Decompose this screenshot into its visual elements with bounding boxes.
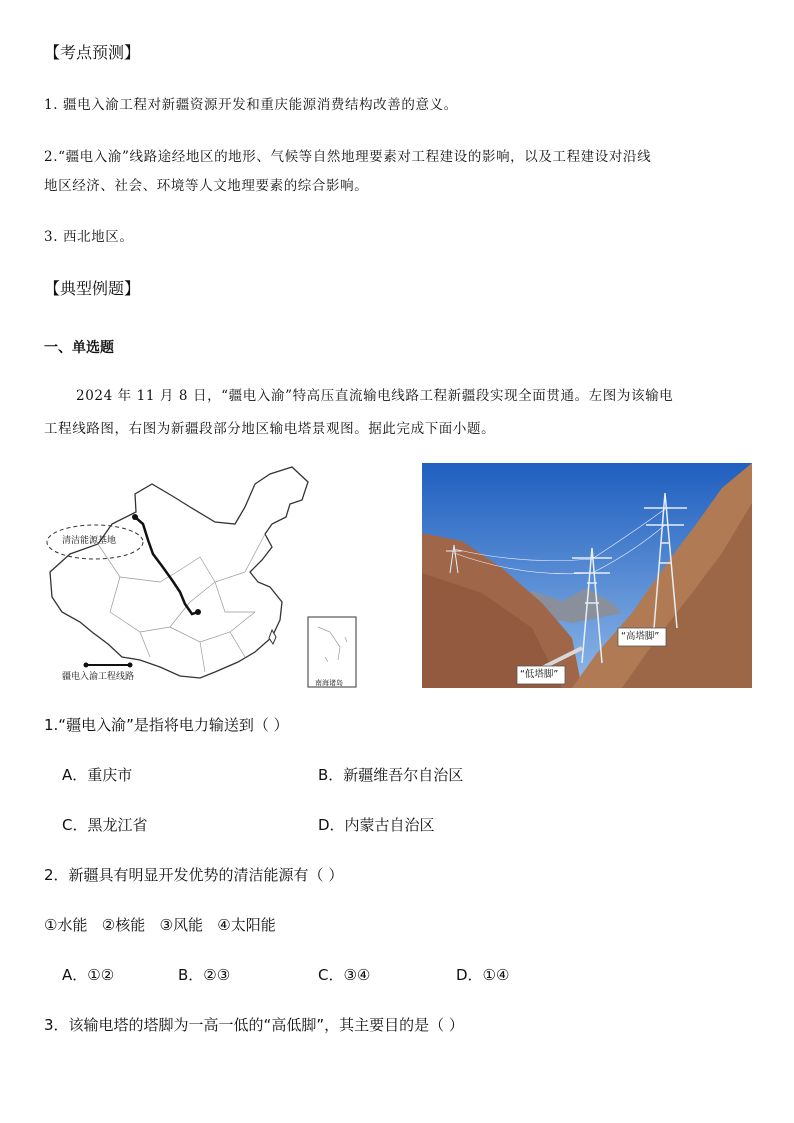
forecast-item-3: 3. 西北地区。 — [44, 229, 134, 245]
q1-option-a[interactable]: A．重庆市 — [62, 766, 133, 784]
low-foot-label: “低塔脚” — [520, 669, 559, 680]
q2-option-b[interactable]: B．②③ — [178, 966, 231, 984]
energy-base-label: 清洁能源基地 — [62, 536, 117, 546]
q1-stem: 1.“疆电入渝”是指将电力输送到（ ） — [44, 716, 289, 734]
forecast-item-1: 1. 疆电入渝工程对新疆资源开发和重庆能源消费结构改善的意义。 — [44, 97, 458, 113]
intro-line-2: 工程线路图，右图为新疆段部分地区输电塔景观图。据此完成下面小题。 — [44, 421, 496, 437]
route-map — [40, 462, 360, 692]
q1-option-c[interactable]: C．黑龙江省 — [62, 816, 148, 834]
q2-stem: 2．新疆具有明显开发优势的清洁能源有（ ） — [44, 866, 344, 884]
forecast-item-2: 2.“疆电入渝”线路途经地区的地形、气候等自然地理要素对工程建设的影响，以及工程建设对沿线 — [44, 149, 652, 165]
q2-option-c[interactable]: C．③④ — [318, 966, 371, 984]
legend-label: 疆电入渝工程线路 — [62, 672, 135, 682]
examples-heading: 【典型例题】 — [44, 279, 141, 298]
section-title: 一、单选题 — [44, 340, 114, 356]
tower-landscape — [422, 463, 752, 688]
tower-photo — [422, 463, 752, 688]
q1-option-b[interactable]: B．新疆维吾尔自治区 — [318, 766, 464, 784]
q2-option-a[interactable]: A．①② — [62, 966, 115, 984]
forecast-heading: 【考点预测】 — [44, 43, 141, 62]
forecast-item-2-cont: 地区经济、社会、环境等人文地理要素的综合影响。 — [44, 178, 369, 194]
intro-line-1: 2024 年 11 月 8 日，“疆电入渝”特高压直流输电线路工程新疆段实现全面贯通。左图为该输电 — [76, 388, 674, 404]
high-foot-label: “高塔脚” — [621, 631, 660, 642]
q2-option-d[interactable]: D．①④ — [456, 966, 510, 984]
q3-stem: 3．该输电塔的塔脚为一高一低的“高低脚”，其主要目的是（ ） — [44, 1016, 464, 1034]
inset-label: 南海诸岛 — [315, 679, 343, 687]
south-sea-inset — [308, 617, 356, 687]
q1-option-d[interactable]: D．内蒙古自治区 — [318, 816, 435, 834]
china-map-outline — [40, 462, 360, 692]
q2-choices: ①水能 ②核能 ③风能 ④太阳能 — [44, 916, 276, 934]
